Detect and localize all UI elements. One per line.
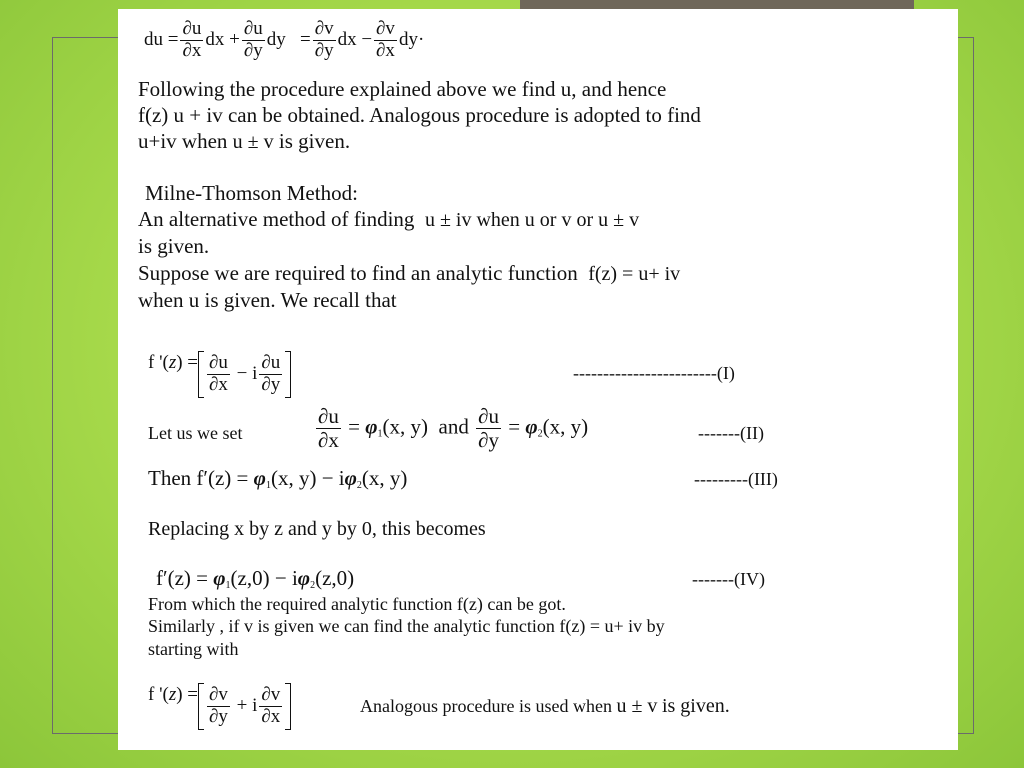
document-page — [118, 9, 958, 750]
paragraph-4-line-3: starting with — [148, 639, 239, 659]
paragraph-1-line-2: f(z) u + iv can be obtained. Analogous procedure is adopted to find — [138, 103, 701, 127]
equation-2: $\frac{\partial u}{\partial x}$ = $\varphi_1(x$, y) and $\frac{\partial u}{\partial y}$ = $\varphi_2(x$, y) — [318, 404, 589, 453]
equation-2-prefix: Let us we set — [148, 423, 243, 443]
final-equation: f '(z) = $\frac{\partial v}{\partial y}$ + i $\frac{\partial v}{\partial x}$ — [148, 683, 291, 730]
p1-text-c: is given. — [278, 129, 351, 153]
equation-2-and: and — [438, 414, 469, 439]
paragraph-4-line-2: Similarly , if v is given we can find the analytic function f(z) = u+ iv by — [148, 616, 665, 636]
section-heading: Milne-Thomson Method: — [145, 181, 358, 205]
paragraph-3-line-1 — [138, 260, 680, 288]
final-text-a: Analogous procedure is used when — [360, 696, 612, 716]
equation-3-then: Then — [148, 466, 192, 490]
equation-1: f '(z) = $\frac{\partial u}{\partial x}$ − i $\frac{\partial u}{\partial y}$ — [148, 351, 291, 398]
equation-2-label: -------(II) — [698, 423, 764, 443]
paragraph-1-line-1: Following the procedure explained above we find u, and hence — [138, 77, 667, 101]
paragraph-3-line-2: when u is given. We recall that — [138, 288, 397, 312]
paragraph-2-line-1 — [138, 206, 639, 234]
p3-math: f(z) = u+ iv — [588, 263, 681, 285]
p2-text-a: An alternative method of finding — [138, 207, 415, 231]
replacing-text: Replacing x by z and y by 0, this becomes — [148, 518, 486, 540]
p1-math-u-pm-v: u ± v — [232, 131, 274, 153]
final-math: u ± v — [616, 695, 658, 717]
final-text — [360, 695, 730, 718]
equation-4: $f'(z) = \varphi_1(z,0) - i\varphi_2(z,0)$ — [156, 566, 355, 591]
paragraph-1-line-3 — [138, 128, 350, 156]
final-text-c: is given. — [661, 695, 730, 717]
equation-3: Then $f'(z) = \varphi_1(x$, $y) - i\varphi_2(x$, y) — [148, 466, 408, 491]
paragraph-2-line-2: is given. — [138, 234, 210, 258]
equation-3-label: ---------(III) — [694, 469, 778, 489]
equation-4-label: -------(IV) — [692, 569, 765, 589]
p1-text-a: u+iv when — [138, 129, 228, 153]
du-equation: du = $\frac{\partial u}{\partial x}$ dx + $\frac{\partial u}{\partial y}$ dy = $\frac{\partial v}{\partial y}$ dx − $\frac{\partial v}{\partial x}$ dy· — [144, 18, 425, 61]
paragraph-4-line-1: From which the required analytic function f(z) can be got. — [148, 594, 566, 614]
equation-1-label: ------------------------(I) — [573, 363, 735, 383]
p2-math: u ± iv when u or v or u ± v — [424, 209, 640, 231]
p3-text-a: Suppose we are required to find an analytic function — [138, 261, 578, 285]
